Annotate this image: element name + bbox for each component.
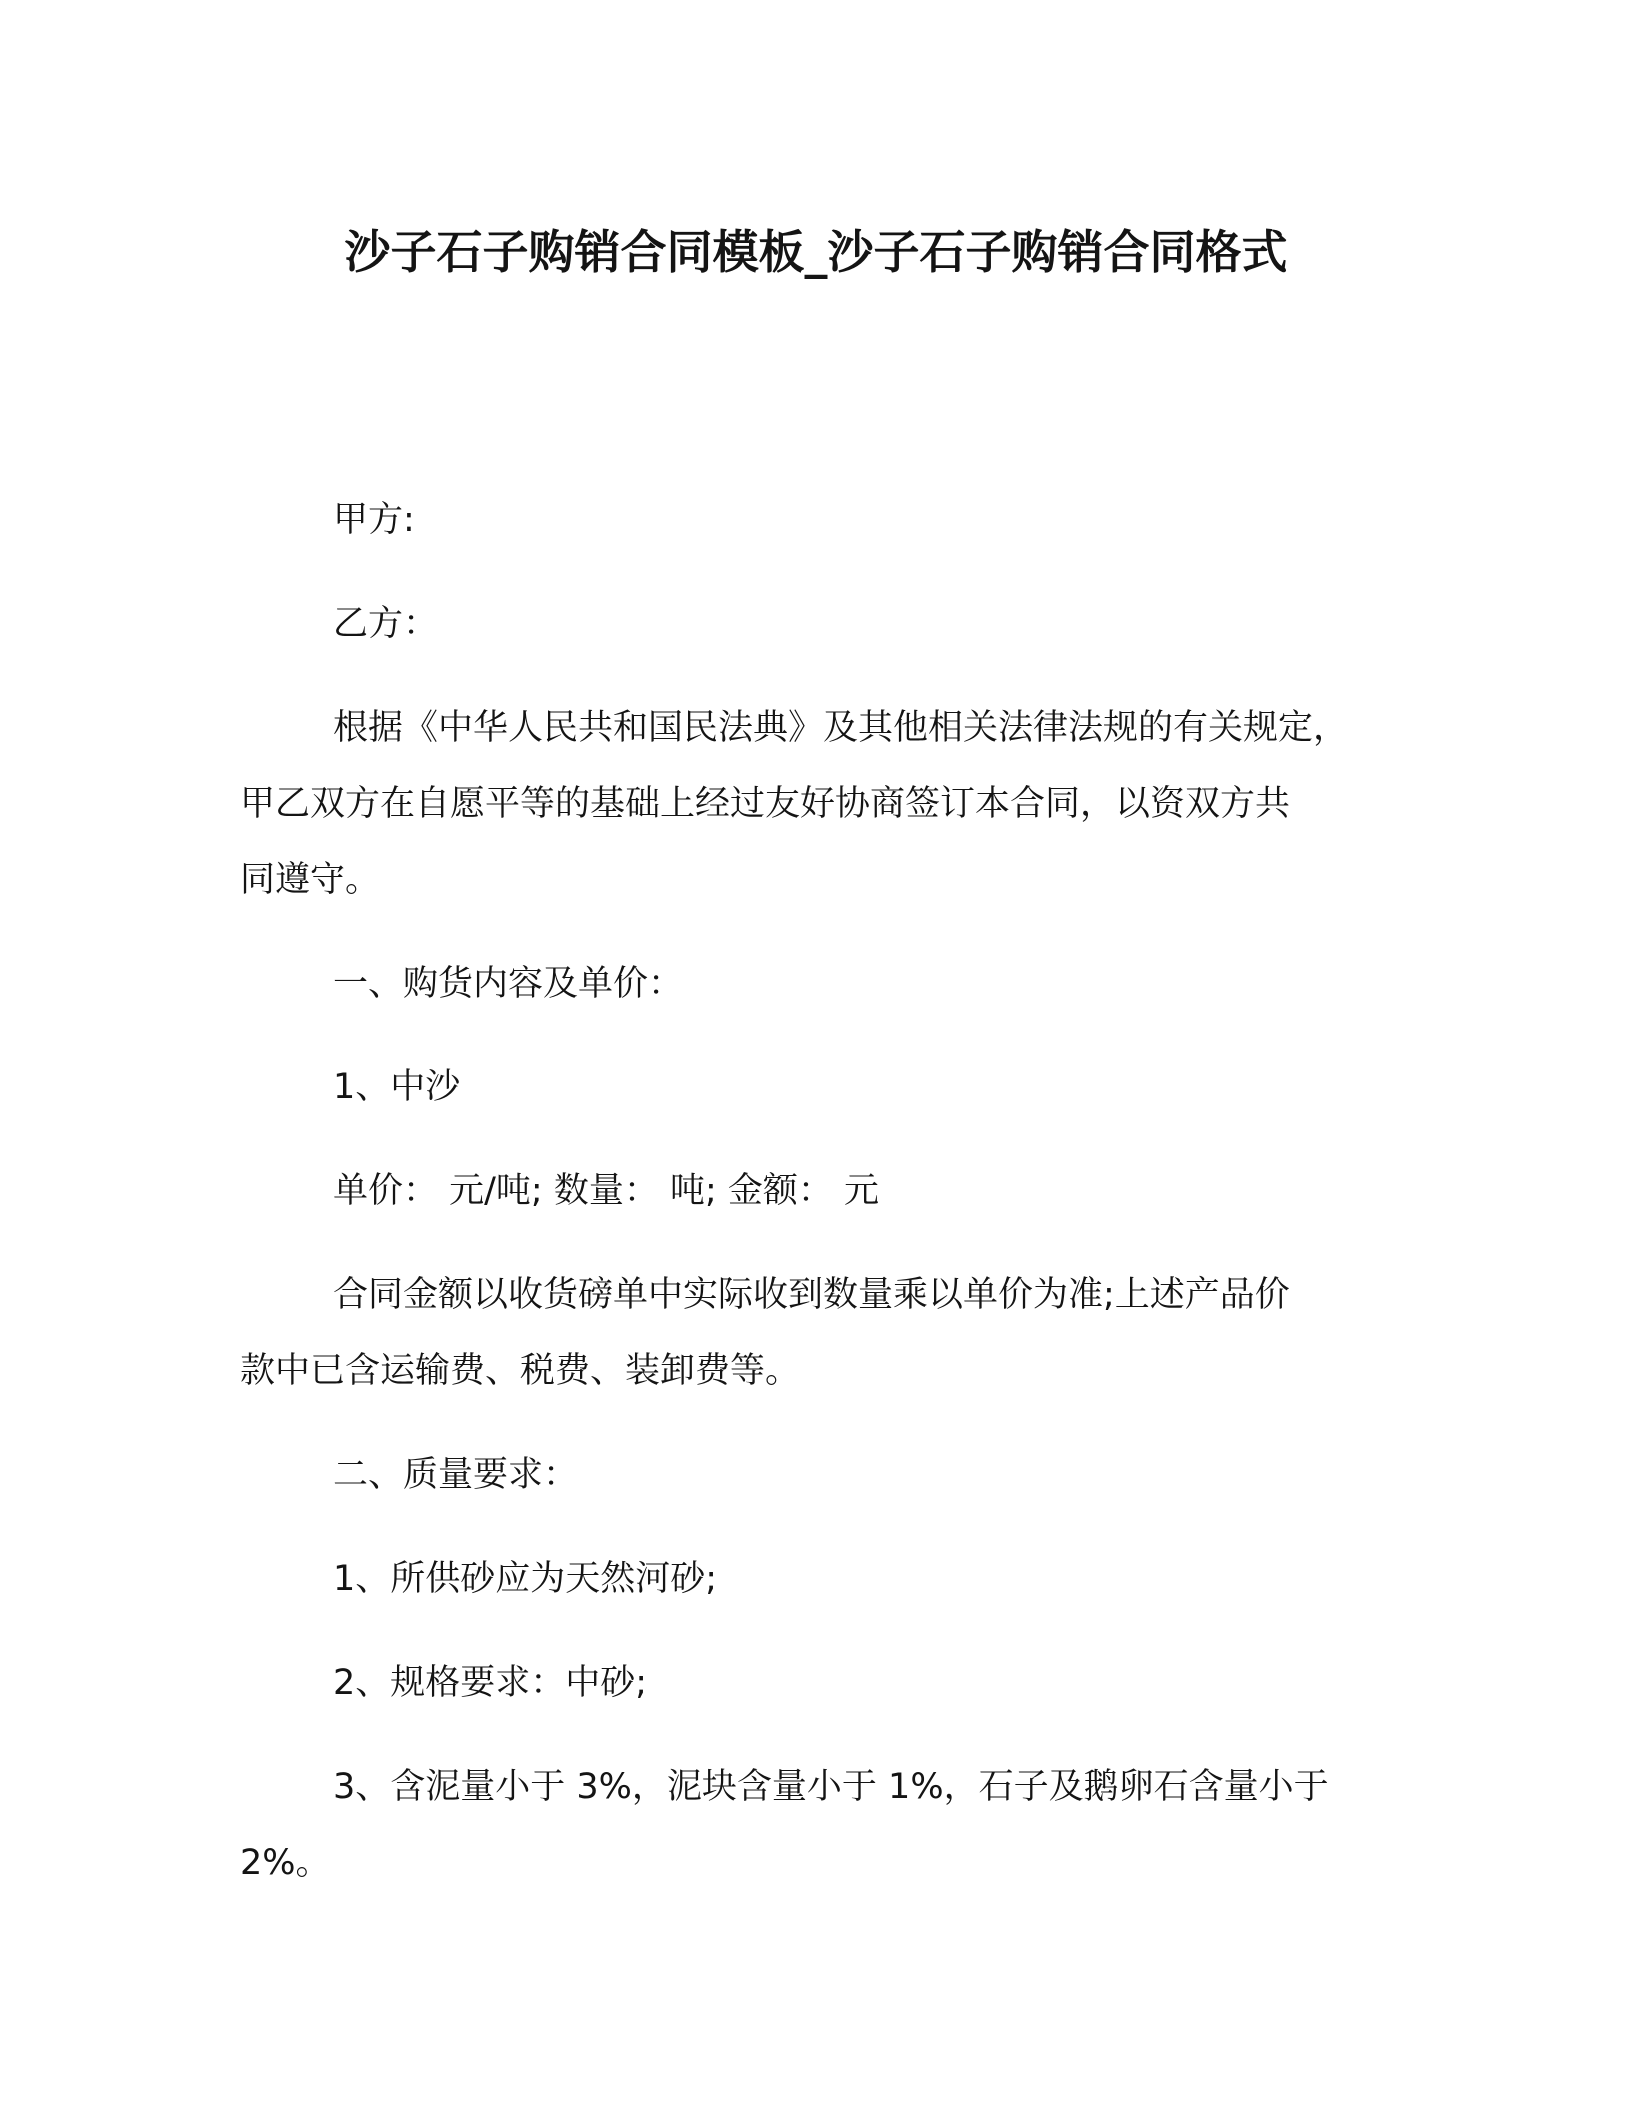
section-2-heading: 二、质量要求： (333, 1455, 579, 1495)
amount-note-line-1: 合同金额以收货磅单中实际收到数量乘以单价为准;上述产品价 (333, 1275, 1290, 1315)
preamble-line-2: 甲乙双方在自愿平等的基础上经过友好协商签订本合同，以资双方共 (240, 784, 1291, 824)
preamble-line-3: 同遵守。 (240, 860, 381, 900)
quality-item-1: 1、所供砂应为天然河砂; (333, 1559, 718, 1599)
quality-item-3-line-1: 3、含泥量小于 3%，泥块含量小于 1%，石子及鹅卵石含量小于 (333, 1767, 1329, 1807)
quality-item-3-line-2: 2%。 (240, 1843, 331, 1883)
quality-item-2: 2、规格要求：中砂; (333, 1663, 648, 1703)
party-b-label: 乙方： (333, 604, 439, 644)
document-title: 沙子石子购销合同模板_沙子石子购销合同格式 (344, 225, 1288, 279)
section-1-heading: 一、购货内容及单价： (333, 964, 684, 1004)
party-a-label: 甲方: (333, 500, 415, 540)
preamble-line-1: 根据《中华人民共和国民法典》及其他相关法律法规的有关规定， (333, 708, 1349, 748)
item-1-heading: 1、中沙 (333, 1067, 461, 1107)
price-line: 单价： 元/吨; 数量： 吨; 金额： 元 (333, 1171, 880, 1211)
amount-note-line-2: 款中已含运输费、税费、装卸费等。 (240, 1351, 801, 1391)
